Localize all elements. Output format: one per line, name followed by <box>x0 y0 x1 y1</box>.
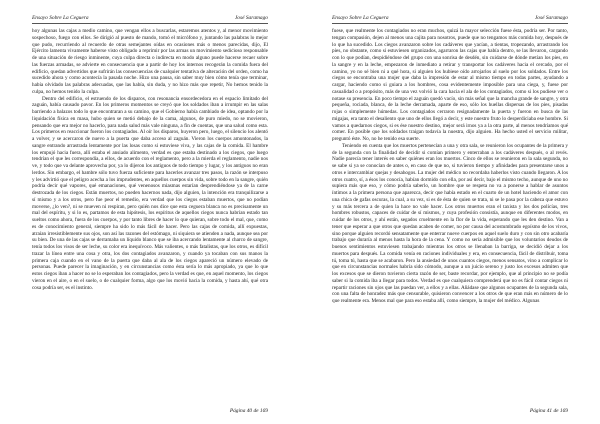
paragraph: fuese, que realmente los contagiados no eran muchos, quizá la mayor selección fuese ésta, podría ser. Por tanto, tengan compasión, dejen al menos una cajita para nosotros, puede que no tengamos más comida hoy, después de lo que ha sucedido. Los ciegos avanzaron sobre los cadáveres que yacían, a tientas, tropezando, arrastrando los pies, no obstante, como si estuviesen organizados, agarraron las cajas que había dentro, se las llevaron, cargando con lo que podían, despidiéndose del grupo con una sonrisa de desdén, sin cuidarse de dónde metían los pies, en la sangre y en la leche, empezaron de inmediato a retirar y transportar los cadáveres hacia el cercado, por el camino, yo no sé bien ni a qué hora, si alguien los hubiese oído arrojarlos al suelo por los soldados. Entre los ciegos se encontraba una mujer que daba la impresión de estar al mismo tiempo en todas partes, ayudando a cargar, haciendo como si guiara a los hombres, cosa evidentemente imposible para una ciega, y, fuese por casualidad o a propósito, más de una vez volvió la cara hacia el ala de los contagiados, como si los pudiese ver o notase su presencia. En poco tiempo el zaguán quedó vacío, sin más señal que la mancha grande de sangre, y otra pequeña, rociada, blanca, de la leche derramada, aparte de eso, sólo los huellas dispersas de los pies, pisadas rojas o simplemente húmedas. Los contagiados cerraron resignadamente la puerta y fueron en busca de las migajas, era tanto el desaliento que uno de ellos llegó a decir, y este nuestro fruto lo desperdiciaba ese hombre. Si vamos a quedarnos ciegos, si es ése nuestro destino, mejor será irnos ya a la otra parte, al menos tendríamos qué comer. En posible que los soldados traigan todavía la nuestra, dijo alguien. Ha hecho usted el servicio militar, preguntó éste. No, no he tenido esa suerte. <box>332 28 568 142</box>
page-header <box>32 14 268 24</box>
book-title: Ensayo Sobre La Ceguera <box>332 15 389 21</box>
page-number: Página 41 de 169 <box>529 408 568 414</box>
book-title: Ensayo Sobre La Ceguera <box>32 15 89 21</box>
page-number: Página 40 de 169 <box>229 408 268 414</box>
book-author: José Saramago <box>234 15 268 21</box>
page-header <box>332 14 568 24</box>
paragraph: Dentro del edificio, el estruendo de los disparos, con resonancia ensordecedora en el espacio limitado del zaguán, había causado pavor. En los primeros momentos se creyó que los soldados iban a irrumpir en las salas barriendo a balazos todo lo que encontraran a su camino, que el Gobierno había cambiado de idea, optando por la liquidación física en masa, hubo quien se metió debajo de la cama, algunos, de puro miedo, no se movieron, pensando que era mejor no hacerlo, para nada salud más vale ninguna, a fin de cuentas, que una salud como esta. Los primeros en reaccionar fueron los contagiados. Al oír los disparos, huyeron pero, luego, el silencio los alentó a volver, y se acercaron de nuevo a la puerta que daba acceso al zaguán. Vieron los cuerpos amontonados, la sangre entrando arrastrada lentamente por las losas como si estuviese viva, y las cajas de la comida. El hambre los empujó hacia fuera, allí estaba el ansiado alimento, verdad es que estaba destinado a los ciegos, que luego tendrían el que les correspondía, a ellos, de acuerdo con el reglamento, pero a la mierda el reglamento, nadie nos ve, y todo que va delante aprovecha por, ya lo dijeron los antiguos de todo tiempo y lugar, y los antiguos no eran lerdos. Sin embargo, el hambre sólo tuvo fuerza suficiente para hacerles avanzar tres pasos, la razón se interpuso y les advirtió que el peligro acecha a los imprudentes, en aquellos cuerpos sin vida, sobre todo en la sangre, quién podría decir qué vapores, qué emanaciones, qué venenosos miasmas estarían desprendiéndose ya de la carne destrozada de los ciegos. Están muertos, no pueden hacernos nada, dijo alguien, la intención era tranquilizarse a sí mismo y a los otros, pero fue peor el remedio, era verdad que los ciegos estaban muertos, que no podían moverse, ¿lo ven?, ni se mueven ni respiran, pero quién nos dice que esta ceguera blanca no es precisamente un mal del espíritu, y si lo es, partamos de esta hipótesis, los espíritus de aquellos ciegos nunca habrían estado tan sueltos como ahora, fuera de los cuerpos, y por tanto libres de hacer lo que quieran, sobre todo el mal, que, como es de conocimiento general, siempre ha sido lo más fácil de hacer. Pero las cajas de comida, allí expuestas, atraían irresistiblemente sus ojos, son así las razones del estómago, ni siquiera se atienden a nada, aunque sea por su bien. De una de las cajas se derramaba un líquido blanco que se iba acercando lentamente al charco de sangre, tenía todos los visos de ser leche, su color era inequívoco. Más valientes, o más fatalistas, que los otros, es difícil trazar la línea entre una cosa y otra, los dos contagiados avanzaron, y cuando ya tocaban con sus manos la primera caja cuando en el vano de la puerta que daba al ala de los ciegos apareció un número elevado de personas. Puede parecer la imaginación, y en circunstancias como ésta sería lo más apropiado, ya que lo que estos ciegos iban a hacer no se lo esperaban los contagiados, pero la verdad es que, en aquel momento, los ciegos vieron en el aire, o en el suelo, o de cualquier forma, algo que los movió hacia la comida, y hasta ahí, qué otra cosa podría ser, es el instinto. <box>32 95 268 291</box>
page-body <box>32 28 268 400</box>
right-page <box>300 0 600 424</box>
paragraph: Teniendo en cuenta que los muertos pertenecían a una y otra sala, se reunieron los ocupantes de la primera y de la segunda con la finalidad de decidir si comían primero y enterraban a los cadáveres después, o al revés. Nadie parecía tener interés en saber quiénes eran los muertos. Cinco de ellos se reunieron en la sala segunda, no se sabe si ya se conocían de antes o, en caso de que no, si tuvieron tiempo y afinidades para presentarse unos a otros e intercambiar quejas y desahogos. La mujer del médico no recordaba haberlos visto cuando llegaron. A los otros cuatro, sí, a ésos los conocía, habían dormido con ella, por así decir, bajo el mismo techo, aunque de uno no supiera más que eso, y cómo podría saberlo, un hombre que se respeta no va a ponerse a hablar de asuntos íntimos a la primera persona que aparezca, decir que había estado en el cuarto de un hotel haciendo el amor con una chica de gafas oscuras, la cual, a su vez, si es de ésta de quien se trata, ni se le pasa por la cabeza que estuvo y su más tercera a de quien la hace no vale hacer. Los otros muertos eran el taxista y los dos policías, tres hombres robustos, capaces de cuidar de sí mismos, y cuya profesión consistía, aunque en diferentes modos, en cuidar de los otros, y ahí están, segados cruelmente en la flor de la vida, esperando que les den destino. Van a tener que esperar a que otros que quedan acaben de comer, no por causa del acostumbrado egoísmo de los vivos, sino porque alguien recordó sensatamente que enterrar nueve cuerpos en aquel suelo duro y con sin otro acabaría trabajo que duraría al menos hasta la hora de la cena. Y como no sería admisible que los voluntarios deudos de buenos sentimientos estuviesen trabajando mientras los otros se llenaban la barriga, se decidió dejar a los muertos para después. La comida venía en raciones individuales y era, en consecuencia, fácil de distribuir, toma tú, toma tú, hasta que se acabaron. Pero la ansiedad de unos cuantos ciegos, menos sensatos, vino a complicar lo que en circunstancias normales habría sido cómodo, aunque a un juicio sereno y justo los excesos admiten que los excesos que se dieron tuvieron cierta razón de ser, baste recordar, por ejemplo, que al principio no se podía saber si la comida iba a llegar para todos. Verdad es que cualquiera comprenderá que no es fácil contar ciegos ni repartir raciones sin ojos que las puedan ver, a ellos y a ellas. Añádase que algunos ocupantes de la segunda sala, con una falta de honradez más que censurable, quisieron convencer a los otros de que eran más en número de lo que realmente era. Menos mal que para eso estaba allí, como siempre, la mujer del médico. Algunas <box>332 142 568 304</box>
paragraph: hoy algunas las cajas a medio camino, que vengan ellos a buscarlas, estaremos atentos y, al menor movimiento sospechoso, fuego con ellos. Se dirigió al puesto de mando, tomó el micrófono y, juntando las palabras lo mejor que pudo, recurriendo al recuerdo de otras semejantes oídas en ocasiones más o menos parecidas, dijo, El Ejército lamenta vivamente haberse visto obligado a reprimir por las armas un movimiento sedicioso responsable de una situación de riesgo inminente, cuya culpa directa o indirecta en modo alguno puede hacerse recaer sobre las fuerzas armadas, se advierte en consecuencia que a partir de hoy los internos recogerán la comida fuera del edificio, quedan advertidos que sufrirán las consecuencias de cualquier tentativa de alteración del orden, como ha sucedido ahora y como acontecía la pasada noche. Hizo una pausa, sin saber muy bien cómo tenía que terminar, había olvidado las palabras adecuadas, que las había, sin duda, y no hizo más que repetir, No hemos tenido la culpa, no hemos tenido la culpa. <box>32 28 268 95</box>
book-author: José Saramago <box>534 15 568 21</box>
page-body <box>332 28 568 400</box>
